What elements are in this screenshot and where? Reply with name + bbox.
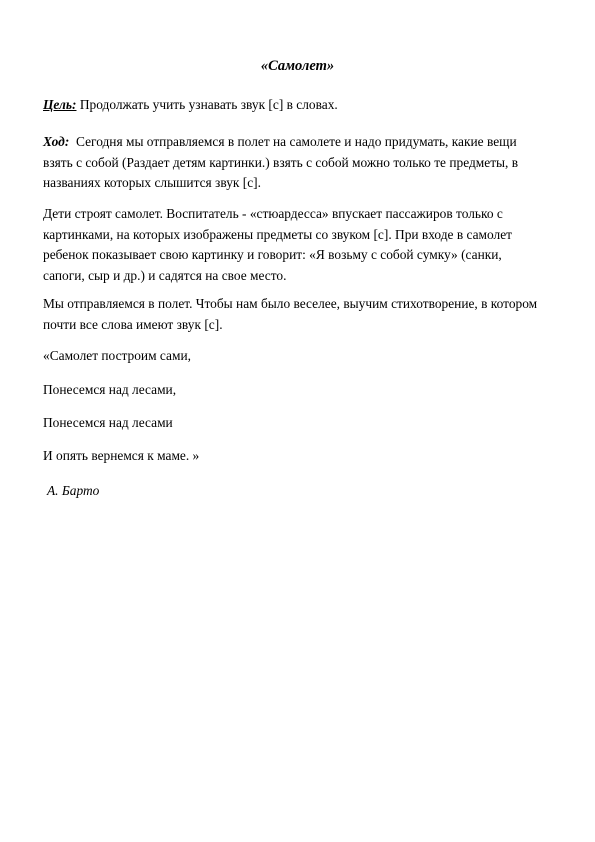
poem-line-3: Понесемся над лесами	[43, 415, 173, 430]
goal-label: Цель:	[43, 97, 77, 112]
procedure-line	[43, 132, 563, 153]
paragraph-line: картинками, на которых изображены предметы со звуком [с]. При входе в самолет	[43, 226, 513, 242]
procedure-label: Ход:	[43, 134, 70, 149]
procedure-text-line: названиях которых слышится звук [с].	[43, 175, 261, 190]
procedure-paragraph	[43, 132, 563, 194]
poem-line-1: «Самолет построим сами,	[43, 348, 191, 363]
paragraph-line: Дети строят самолет. Воспитатель - «стюардесса» впускает пассажиров только с	[43, 206, 503, 221]
poem-author: А. Барто	[47, 483, 100, 498]
paragraph-line: Мы отправляемся в полет. Чтобы нам было веселее, выучим стихотворение, в котором	[43, 296, 538, 311]
procedure-text-line: взять с собой (Раздает детям картинки.) взять с собой можно только те предметы, в	[43, 154, 519, 170]
goal-paragraph	[43, 95, 563, 116]
poem-intro-paragraph	[43, 294, 563, 335]
goal-line	[43, 95, 563, 116]
document-title: «Самолет»	[260, 58, 335, 74]
goal-text: Продолжать учить узнавать звук [с] в словах.	[76, 97, 338, 112]
poem-line-4: И опять вернемся к маме. »	[43, 448, 200, 463]
paragraph-line: ребенок показывает свою картинку и говорит: «Я возьму с собой сумку» (санки,	[43, 247, 502, 262]
paragraph-line: сапоги, сыр и др.) и садятся на свое место.	[43, 267, 287, 283]
poem-line-2: Понесемся над лесами,	[43, 382, 177, 397]
procedure-text-line: Сегодня мы отправляемся в полет на самолете и надо придумать, какие вещи	[69, 134, 517, 149]
activity-paragraph	[43, 204, 563, 286]
paragraph-line: почти все слова имеют звук [с].	[43, 316, 223, 332]
